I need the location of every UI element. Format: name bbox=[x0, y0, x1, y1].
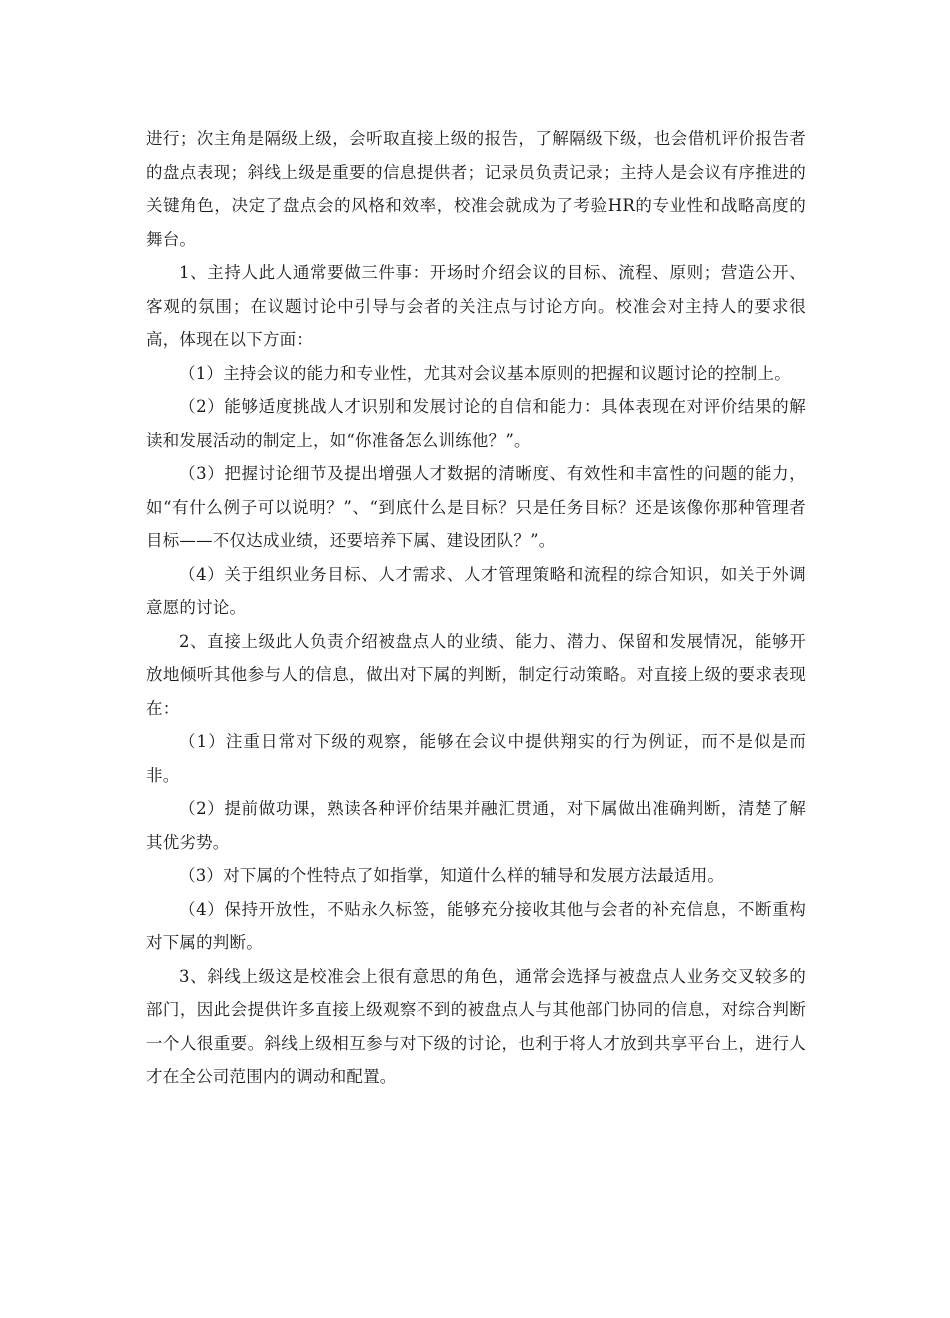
paragraph-direct-superior-point-3: （3）对下属的个性特点了如指掌，知道什么样的辅导和发展方法最适用。 bbox=[179, 866, 725, 885]
paragraph-host-point-3: （3）把握讨论细节及提出增强人才数据的清晰度、有效性和丰富性的问题的能力，如“有什么例子可以说明？”、“到底什么是目标？只是任务目标？还是该像你那种管理者目标——不仅达成业绩，还要培养下属、建设团队？”。 bbox=[146, 464, 806, 550]
paragraph-host-point-4: （4）关于组织业务目标、人才需求、人才管理策略和流程的综合知识，如关于外调意愿的讨论。 bbox=[146, 564, 806, 617]
paragraph-host-role: 1、主持人此人通常要做三件事：开场时介绍会议的目标、流程、原则；营造公开、客观的氛围；在议题讨论中引导与会者的关注点与讨论方向。校准会对主持人的要求很高，体现在以下方面： bbox=[146, 263, 806, 349]
paragraph-direct-superior-point-4: （4）保持开放性，不贴永久标签，能够充分接收其他与会者的补充信息，不断重构对下属的判断。 bbox=[146, 899, 806, 952]
paragraph-direct-superior-point-2: （2）提前做功课，熟读各种评价结果并融汇贯通，对下属做出准确判断，清楚了解其优劣势。 bbox=[146, 799, 806, 852]
document-body bbox=[146, 122, 806, 1094]
paragraph-host-point-2: （2）能够适度挑战人才识别和发展讨论的自信和能力：具体表现在对评价结果的解读和发展活动的制定上，如“你准备怎么训练他？”。 bbox=[146, 397, 806, 450]
paragraph-direct-superior-role: 2、直接上级此人负责介绍被盘点人的业绩、能力、潜力、保留和发展情况，能够开放地倾听其他参与人的信息，做出对下属的判断，制定行动策略。对直接上级的要求表现在： bbox=[146, 631, 806, 718]
paragraph-host-point-1: （1）主持会议的能力和专业性，尤其对会议基本原则的把握和议题讨论的控制上。 bbox=[179, 363, 791, 383]
paragraph-continuation: 进行；次主角是隔级上级，会听取直接上级的报告，了解隔级下级，也会借机评价报告者的盘点表现；斜线上级是重要的信息提供者；记录员负责记录；主持人是会议有序推进的关键角色，决定了盘点会的风格和效率，校准会就成为了考验HR的专业性和战略高度的舞台。 bbox=[146, 129, 806, 249]
paragraph-dotted-line-superior-role: 3、斜线上级这是校准会上很有意思的角色，通常会选择与被盘点人业务交叉较多的部门，因此会提供许多直接上级观察不到的被盘点人与其他部门协同的信息，对综合判断一个人很重要。斜线上级相互参与对下级的讨论，也利于将人才放到共享平台上，进行人才在全公司范围内的调动和配置。 bbox=[146, 966, 806, 1086]
paragraph-direct-superior-point-1: （1）注重日常对下级的观察，能够在会议中提供翔实的行为例证，而不是似是而非。 bbox=[146, 732, 806, 785]
